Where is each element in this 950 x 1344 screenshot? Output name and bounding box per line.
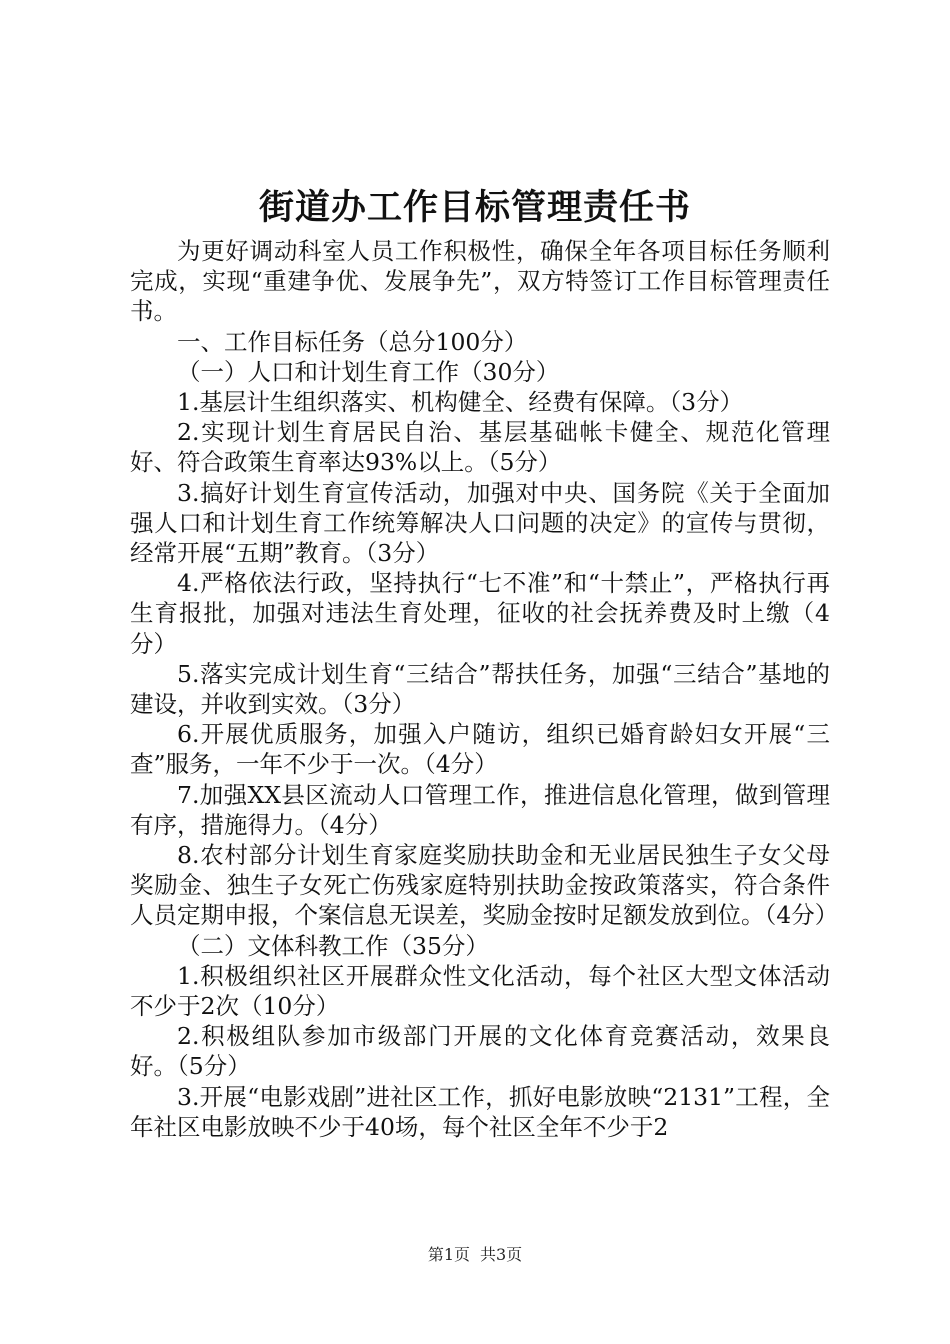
list-item: 1.基层计生组织落实、机构健全、经费有保障。（3分）: [177, 388, 744, 417]
list-item: 4.严格依法行政，坚持执行“七不准”和“十禁止”，严格执行再生育报批，加强对违法生育处理，征收的社会抚养费及时上缴（4分）: [130, 569, 830, 658]
list-item: 2.实现计划生育居民自治、基层基础帐卡健全、规范化管理好、符合政策生育率达93%以上。（5分）: [130, 418, 830, 477]
list-item: 2.积极组队参加市级部门开展的文化体育竞赛活动，效果良好。（5分）: [130, 1022, 830, 1081]
page-footer: [0, 1244, 950, 1266]
document-title: 街道办工作目标管理责任书: [258, 187, 691, 228]
subsection-heading-2: （二）文体科教工作（35分）: [177, 931, 489, 960]
list-item: 7.加强XX县区流动人口管理工作，推进信息化管理，做到管理有序，措施得力。（4分）: [130, 780, 830, 839]
subsection-heading-1: （一）人口和计划生育工作（30分）: [177, 357, 560, 386]
intro-paragraph: 为更好调动科室人员工作积极性，确保全年各项目标任务顺利完成，实现“重建争优、发展争先”，双方特签订工作目标管理责任书。: [130, 237, 830, 326]
list-item: 8.农村部分计划生育家庭奖励扶助金和无业居民独生子女父母奖励金、独生子女死亡伤残家庭特别扶助金按政策落实，符合条件人员定期申报，个案信息无误差，奖励金按时足额发放到位。（4分）: [130, 841, 839, 930]
list-item: 6.开展优质服务，加强入户随访，组织已婚育龄妇女开展“三查”服务，一年不少于一次。（4分）: [130, 720, 830, 779]
document-body: [130, 236, 839, 1142]
list-item: 5.落实完成计划生育“三结合”帮扶任务，加强“三结合”基地的建设，并收到实效。（3分）: [130, 659, 830, 719]
page-total: 共3页: [480, 1245, 523, 1264]
page-number: 第1页: [427, 1245, 470, 1264]
list-item: 1.积极组织社区开展群众性文化活动，每个社区大型文体活动不少于2次（10分）: [130, 961, 830, 1021]
section-heading-1: 一、工作目标任务（总分100分）: [177, 327, 528, 356]
list-item: 3.搞好计划生育宣传活动，加强对中央、国务院《关于全面加强人口和计划生育工作统筹解决人口问题的决定》的宣传与贯彻，经常开展“五期”教育。（3分）: [130, 478, 830, 568]
list-item: 3.开展“电影戏剧”进社区工作，抓好电影放映“2131”工程，全年社区电影放映不少于40场，每个社区全年不少于2: [130, 1082, 830, 1141]
